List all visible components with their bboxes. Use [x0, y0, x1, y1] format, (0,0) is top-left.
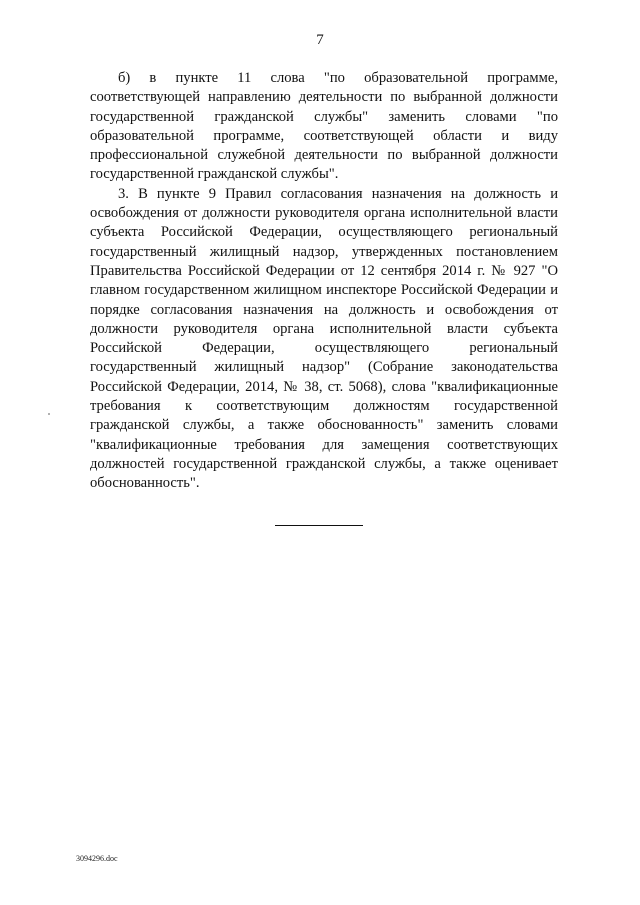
file-identifier: 3094296.doc [76, 854, 118, 863]
paragraph-b-item-11: б) в пункте 11 слова "по образовательной программе, соответствующей направлению деятельности по выбранной должности государственной гражданской службы" заменить словами "по образовательной программе, соответствующей области и виду профессиональной служебной деятельности по выбранной должности государственной гражданской службы". [90, 70, 558, 183]
end-divider-line [275, 525, 363, 526]
page-number: 7 [316, 32, 324, 48]
document-body [90, 69, 558, 494]
paragraph-3-item-9: 3. В пункте 9 Правил согласования назначения на должность и освобождения от должности руководителя органа исполнительной власти субъекта Российской Федерации, осуществляющего региональный государственный жилищный надзор, утвержденных постановлением Правительства Российской Федерации от 12 сентября 2014 г. № 927 "О главном государственном жилищном инспекторе Российской Федерации и порядке согласования назначения на должность и освобождения от должности руководителя органа исполнительной власти субъекта Российской Федерации, осуществляющего региональный государственный жилищный надзор" (Собрание законодательства Российской Федерации, 2014, № 38, ст. 5068), слова "квалификационные требования к соответствующим должностям государственной гражданской службы, а также обоснованность" заменить словами "квалификационные требования для замещения соответствующих должностей государственной гражданской службы, а также оценивает обоснованность". [90, 185, 558, 492]
scan-artifact-dot [48, 413, 50, 415]
